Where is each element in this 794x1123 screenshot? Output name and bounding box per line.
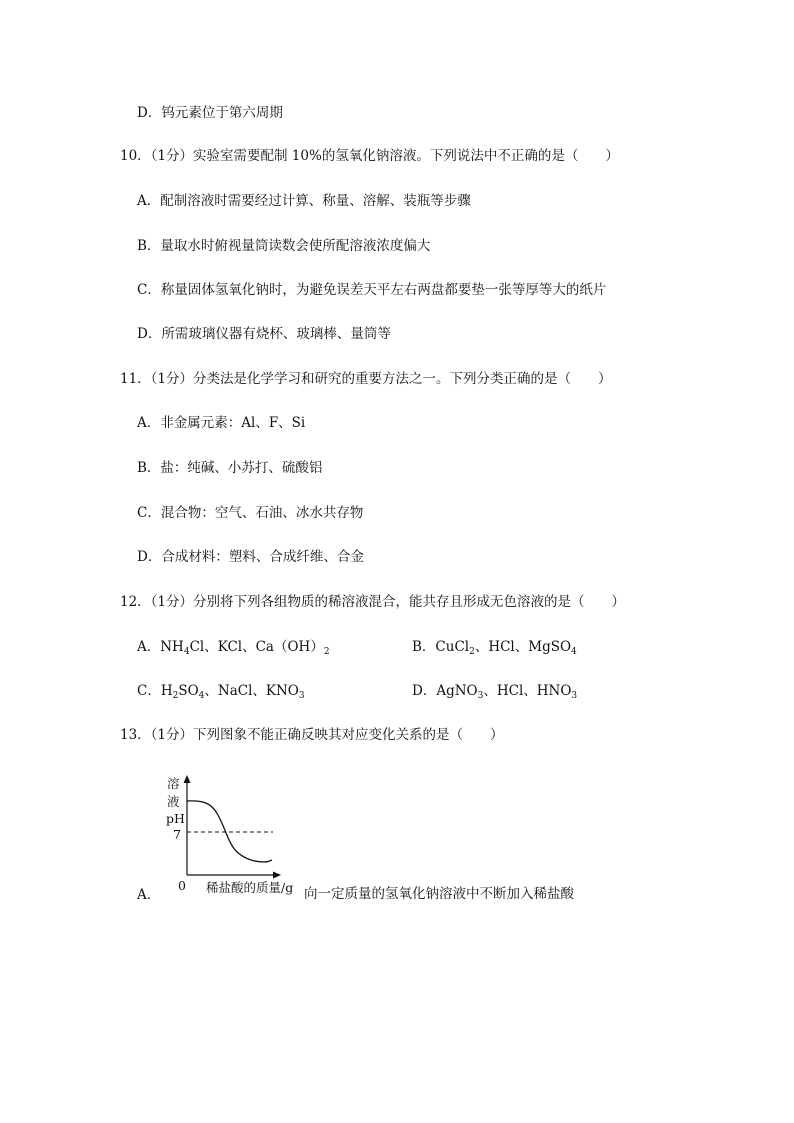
q11-option-b: B．盐：纯碱、小苏打、硫酸铝 xyxy=(137,460,323,476)
q11-option-d: D．合成材料：塑料、合成纤维、合金 xyxy=(137,549,364,565)
q12-option-c: C．$H_2SO_4$、NaCl、$KNO_3$ xyxy=(137,683,305,701)
graph-tick-7: 7 xyxy=(173,827,181,842)
ph-curve xyxy=(187,801,272,862)
graph-y-label-1: 溶 xyxy=(167,776,180,791)
graph-origin-label: 0 xyxy=(178,878,186,893)
q12-option-b: B．CuCl$_2$、HCl、MgSO$_4$ xyxy=(412,639,577,657)
graph-y-label-2: 液 xyxy=(167,794,180,809)
q12-option-d: D．AgNO$_3$、HCl、$HNO_3$ xyxy=(412,683,578,701)
q10-option-a: A．配制溶液时需要经过计算、称量、溶解、装瓶等步骤 xyxy=(137,193,471,209)
q13-option-a-label: A． xyxy=(137,887,161,903)
q12-stem: 12．（1分）分别将下列各组物质的稀溶液混合，能共存且形成无色溶液的是（ ） xyxy=(120,594,626,610)
y-axis-arrow xyxy=(184,775,191,783)
graph-x-axis-label: 稀盐酸的质量/g xyxy=(206,880,294,895)
x-axis-arrow xyxy=(273,872,281,879)
q11-option-a: A．非金属元素：Al、F、Si xyxy=(137,415,306,431)
q10-option-c: C．称量固体氢氧化钠时，为避免误差天平左右两盘都要垫一张等厚等大的纸片 xyxy=(137,282,607,298)
q10-stem: 10．（1分）实验室需要配制 10%的氢氧化钠溶液。下列说法中不正确的是（ ） xyxy=(120,148,619,164)
q11-option-c: C．混合物：空气、石油、冰水共存物 xyxy=(137,505,364,521)
q12-option-a: A．$NH_4Cl$、KCl、$Ca(OH)_2$ xyxy=(137,639,330,657)
q11-stem: 11．（1分）分类法是化学学习和研究的重要方法之一。下列分类正确的是（ ） xyxy=(120,371,612,387)
q10-option-d: D．所需玻璃仪器有烧杯、玻璃棒、量筒等 xyxy=(137,326,391,342)
q13-option-a-caption: 向一定质量的氢氧化钠溶液中不断加入稀盐酸 xyxy=(304,886,574,902)
q9-option-d: D．钨元素位于第六周期 xyxy=(137,105,283,121)
q10-option-b: B．量取水时俯视量筒读数会使所配溶液浓度偏大 xyxy=(137,238,431,254)
q13-stem: 13．（1分）下列图象不能正确反映其对应变化关系的是（ ） xyxy=(120,727,504,743)
graph-y-label-3: pH xyxy=(166,811,185,826)
